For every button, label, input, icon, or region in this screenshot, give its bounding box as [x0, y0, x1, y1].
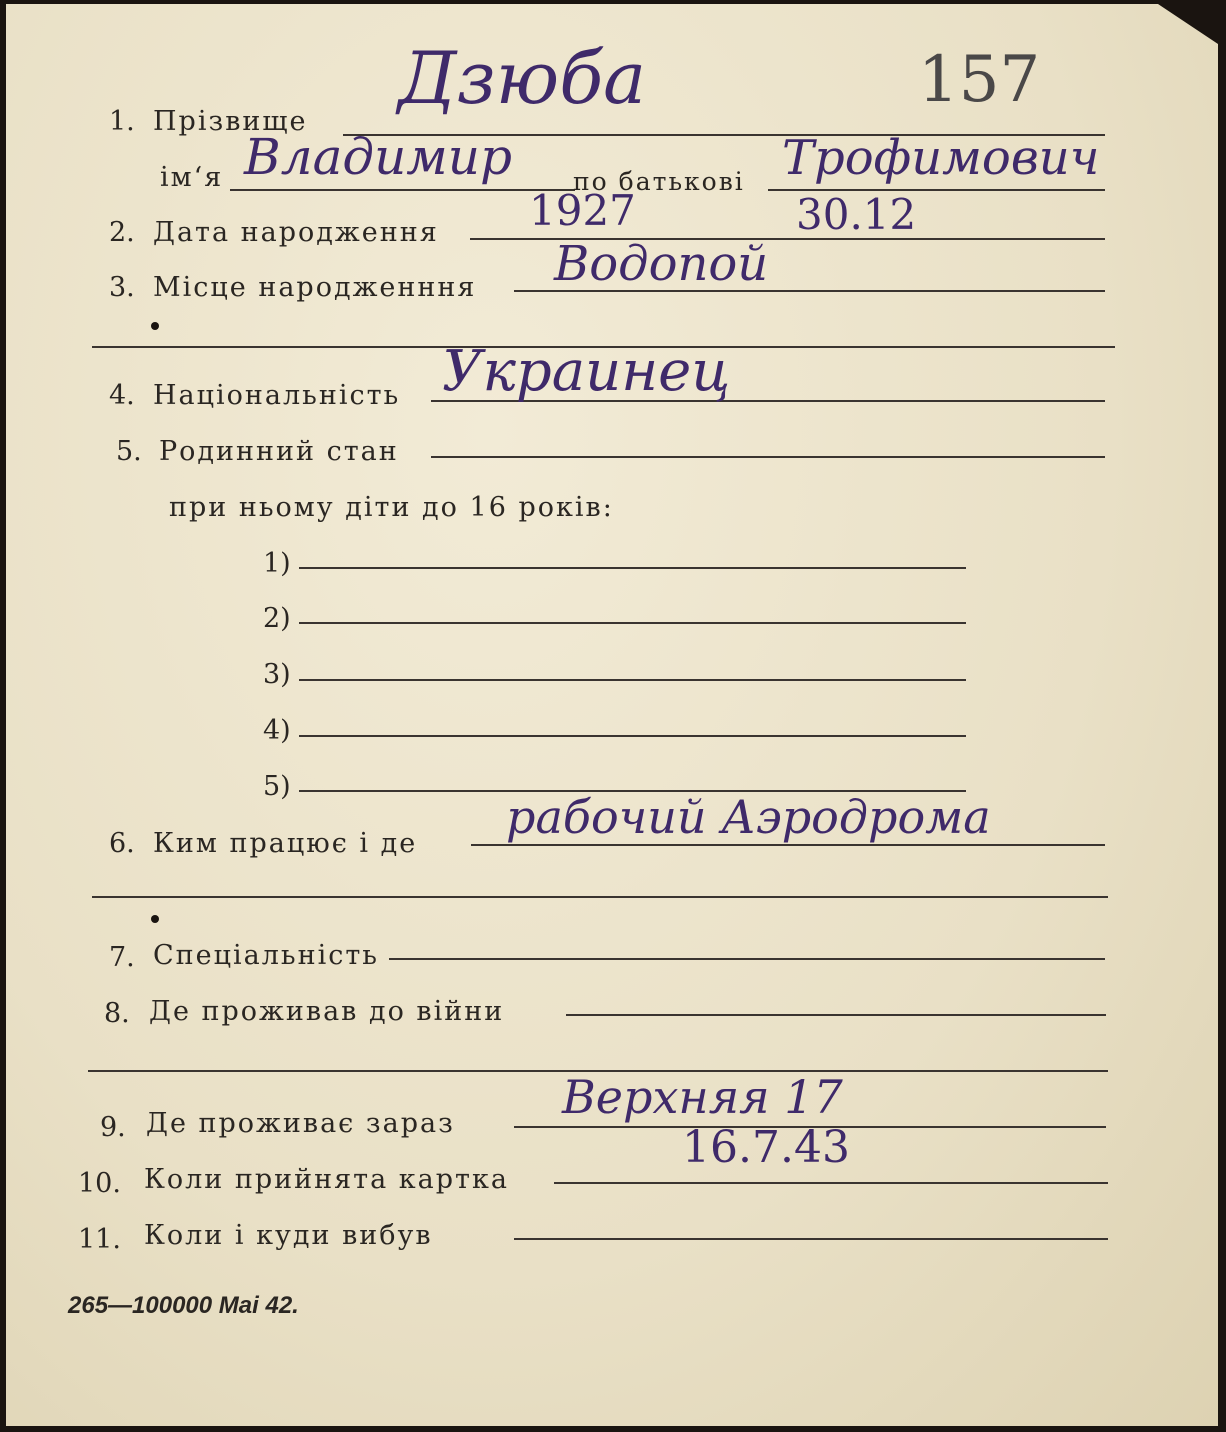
field-11-number: 11. [78, 1224, 121, 1255]
field-6-label: Ким працює і де [153, 828, 418, 859]
nationality-handwritten: Украинец [442, 339, 731, 404]
field-1-number: 1. [109, 106, 135, 137]
child-4-line [299, 735, 966, 737]
field-11-label: Коли і куди вибув [144, 1220, 433, 1251]
field-6-number: 6. [109, 828, 135, 859]
field-5-number: 5. [116, 436, 142, 467]
field-8-number: 8. [104, 998, 130, 1029]
child-4-label: 4) [263, 715, 291, 746]
birth-year-handwritten: 1927 [529, 186, 636, 235]
field-5-label: Родинний стан [159, 436, 399, 467]
surname-handwritten: Дзюба [398, 36, 647, 120]
field-5-line [431, 456, 1105, 458]
children-label: при ньому діти до 16 років: [169, 492, 614, 523]
name-line [230, 189, 575, 191]
child-3-line [299, 679, 966, 681]
child-5-label: 5) [263, 771, 291, 802]
card-date-handwritten: 16.7.43 [682, 1122, 850, 1173]
punch-hole [151, 915, 159, 923]
field-3-label: Місце народженння [153, 272, 477, 303]
field-1-label: Прізвище [153, 106, 308, 137]
field-10-line [554, 1182, 1108, 1184]
card-number-handwritten: 157 [918, 43, 1041, 117]
field-2-number: 2. [109, 217, 135, 248]
work-handwritten: рабочий Аэродрома [506, 790, 991, 844]
field-7-number: 7. [109, 942, 135, 973]
field-11-line [514, 1238, 1108, 1240]
field-2-label: Дата народження [153, 217, 439, 248]
punch-hole [151, 322, 159, 330]
field-9-number: 9. [100, 1112, 126, 1143]
child-3-label: 3) [263, 659, 291, 690]
field-3-number: 3. [109, 272, 135, 303]
current-address-handwritten: Верхняя 17 [562, 1070, 843, 1124]
birth-date-handwritten: 30.12 [796, 190, 917, 239]
child-1-line [299, 567, 966, 569]
patronymic-label: по батькові [573, 167, 745, 196]
child-1-label: 1) [263, 548, 291, 579]
field-4-label: Національність [153, 380, 401, 411]
child-2-line [299, 622, 966, 624]
torn-corner [1158, 4, 1218, 44]
field-9-label: Де проживає зараз [146, 1108, 455, 1139]
field-10-number: 10. [78, 1168, 121, 1199]
patronymic-handwritten: Трофимович [782, 130, 1100, 186]
field-7-line [389, 958, 1105, 960]
first-name-handwritten: Владимир [244, 128, 512, 186]
child-2-label: 2) [263, 603, 291, 634]
field-8-line [566, 1014, 1106, 1016]
field-6-line [471, 844, 1105, 846]
birth-place-handwritten: Водопой [554, 236, 769, 292]
field-7-label: Спеціальність [153, 940, 379, 971]
field-10-label: Коли прийнята картка [144, 1164, 509, 1195]
field-8-label: Де проживав до війни [149, 996, 505, 1027]
print-code: 265—100000 Mai 42. [68, 1292, 299, 1319]
name-label: ім‘я [160, 162, 224, 193]
field-6-extra-line [92, 896, 1108, 898]
field-4-number: 4. [109, 380, 135, 411]
registration-card [6, 4, 1218, 1426]
